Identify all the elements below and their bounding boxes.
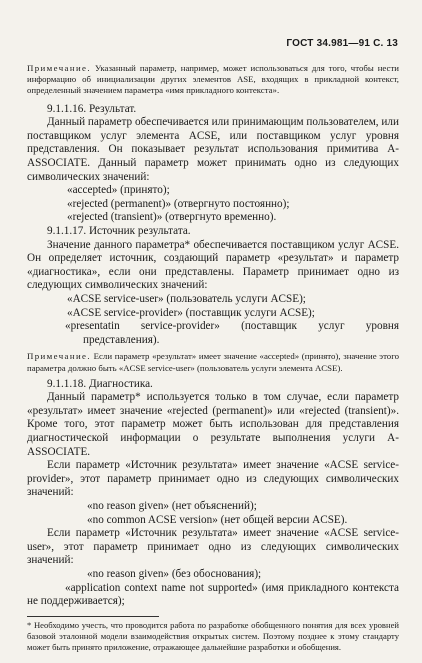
section-heading-9-1-1-17: 9.1.1.17. Источник результата. <box>47 224 191 237</box>
note-text: Указанный параметр, например, может использоваться для того, чтобы нести информацию об инициализации других элементов ASE, входящих в прикладной контекст, определенный значением параметра «имя прикладного контекста». <box>27 63 399 96</box>
note-application-context <box>27 63 399 97</box>
value-no-common-acse-version: «no common ACSE version» (нет общей версии ACSE). <box>87 513 348 526</box>
section-body-diagnostic: Данный параметр* используется только в том случае, если параметр «результат» имеет значение «rejected (permanent)» или «rejected (transient)». Кроме того, этот параметр может быть использован для представления диагностической информации о результате выполнения услуги A-ASSOCIATE. <box>27 391 399 458</box>
paragraph-user-source: Если параметр «Источник результата» имеет значение «ACSE service-user», этот параметр принимает одно из следующих символических значений: <box>27 527 399 567</box>
value-accepted: «accepted» (принято); <box>67 184 170 197</box>
note-lead: Примечание. <box>27 63 91 73</box>
footnote: * Необходимо учесть, что проводится работа по разработке обобщенного понятия для всех уровней базовой эталонной модели взаимодействия открытых систем. Поэтому позднее к этому стандарту может быть принято приложение, отражающее дальнейшие разработки и обобщения. <box>27 619 399 652</box>
value-no-reason-given: «no reason given» (нет объяснений); <box>87 500 257 513</box>
section-body-result-source: Значение данного параметра* обеспечивается поставщиком услуг ACSE. Он определяет источник, создающий параметр «результат» и параметр «диагностика», если они представлены. Параметр принимает одно из следующих символических значений: <box>27 238 399 292</box>
value-rejected-transient: «rejected (transient)» (отвергнуто временно). <box>67 211 277 224</box>
value-acse-service-user: «ACSE service-user» (пользователь услуги ACSE); <box>67 292 306 305</box>
section-body-result: Данный параметр обеспечивается или принимающим пользователем, или поставщиком услуг элемента ACSE, или поставщиком услуг уровня представления. Он показывает результат использования примитива A-ASSOCIATE. Данный параметр может принимать одно из следующих символических значений: <box>27 116 399 183</box>
footnote-divider <box>27 616 159 617</box>
page-content <box>27 63 399 653</box>
section-heading-9-1-1-16: 9.1.1.16. Результат. <box>47 102 137 115</box>
value-no-reason-given-user: «no reason given» (без обоснования); <box>87 568 262 581</box>
note-text: Если параметр «результат» имеет значение «accepted» (принято), значение этого параметра должно быть «ACSE service-user» (пользователь услуги элемента ACSE). <box>27 351 399 373</box>
running-header: ГОСТ 34.981—91 С. 13 <box>286 38 398 49</box>
paragraph-provider-source: Если параметр «Источник результата» имеет значение «ACSE service-provider», этот параметр принимает одно из следующих символических значений: <box>27 459 399 499</box>
value-application-context-not-supported: «application context name not supported» (имя прикладного контекста не поддерживается); <box>27 581 399 608</box>
value-rejected-permanent: «rejected (permanent)» (отвергнуто постоянно); <box>67 197 290 210</box>
value-presentation-service-provider: «presentatin service-provider» (поставщик услуг уровня представления). <box>65 320 399 346</box>
note-lead: Примечание. <box>27 351 91 362</box>
note-result-source <box>27 351 399 373</box>
value-acse-service-provider: «ACSE service-provider» (поставщик услуги ACSE); <box>67 306 315 319</box>
section-heading-9-1-1-18: 9.1.1.18. Диагностика. <box>47 377 153 390</box>
